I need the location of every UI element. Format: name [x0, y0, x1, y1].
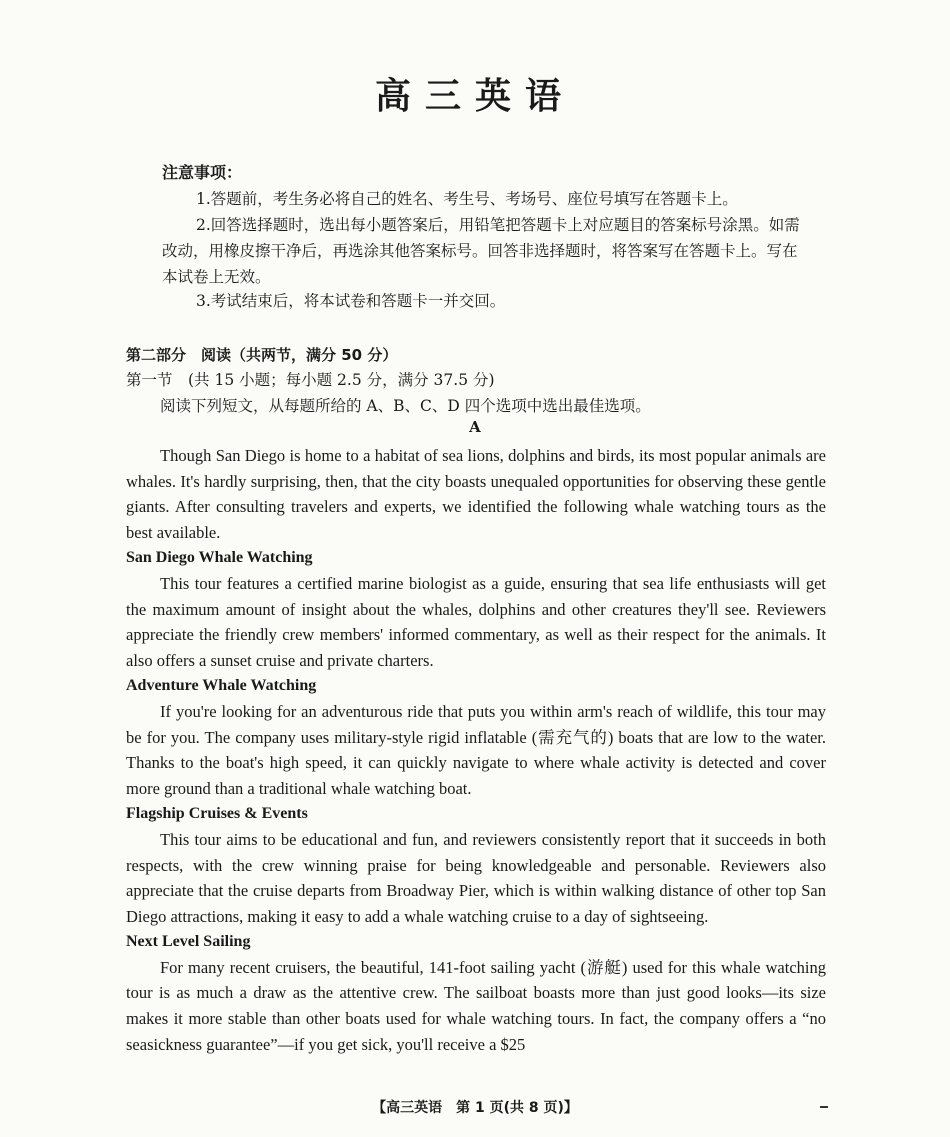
section-part-heading: 第二部分 阅读（共两节，满分 50 分）: [126, 346, 398, 364]
passage-body: [126, 443, 826, 1057]
tour-heading: San Diego Whale Watching: [126, 549, 313, 567]
notice-item-2: 2.回答选择题时，选出每小题答案后，用铅笔把答题卡上对应题目的答案标号涂黑。如需改动，用橡皮擦干净后，再选涂其他答案标号。回答非选择题时，将答案写在答题卡上。写在本试卷上无效。: [162, 216, 800, 286]
notice-item-1: 1.答题前，考生务必将自己的姓名、考生号、考场号、座位号填写在答题卡上。: [196, 190, 738, 208]
tour-heading: Next Level Sailing: [126, 933, 251, 951]
notice-heading: 注意事项：: [162, 163, 243, 182]
tour-description: If you're looking for an adventurous ride that puts you within arm's reach of wildlife, this tour may be for you. The company uses military-style rigid inflatable (需充气的) boats that are low to the water. Thanks to the boat's high speed, it can quickly navigate to where whale activity is detected and cover more ground than a traditional whale watching boat.: [126, 701, 826, 798]
passage-intro: Though San Diego is home to a habitat of sea lions, dolphins and birds, its most popular animals are whales. It's hardly surprising, then, that the city boasts unequaled opportunities for observing these gentle giants. After consulting travelers and experts, we identified the following whale watching tours as the best available.: [126, 446, 826, 542]
tour-description: For many recent cruisers, the beautiful, 141-foot sailing yacht (游艇) used for this whale watching tour is as much a draw as the attentive crew. The sailboat boasts more than just good looks—its size makes it more stable than other boats used for whale watching tours. In fact, the company offers a “no seasickness guarantee”—if you get sick, you'll receive a $25: [126, 957, 826, 1054]
tour-heading: Flagship Cruises & Events: [126, 805, 308, 823]
page-footer: 【高三英语 第 1 页(共 8 页)】: [372, 1100, 578, 1116]
notice-item-3: 3.考试结束后，将本试卷和答题卡一并交回。: [196, 292, 506, 310]
section-subpart-heading: 第一节 (共 15 小题；每小题 2.5 分，满分 37.5 分): [126, 371, 495, 389]
section-instruction: 阅读下列短文，从每题所给的 A、B、C、D 四个选项中选出最佳选项。: [160, 397, 651, 415]
tour-description: This tour features a certified marine biologist as a guide, ensuring that sea life enthusiasts will get the maximum amount of insight about the whales, dolphins and other creatures they'll see. Reviewers appreciate the friendly crew members' informed commentary, as well as their respect for the animals. It also offers a sunset cruise and private charters.: [126, 573, 826, 670]
tour-description: This tour aims to be educational and fun, and reviewers consistently report that it succeeds in both respects, with the crew winning praise for being knowledgeable and personable. Reviewers also appreciate that the cruise departs from Broadway Pier, which is within walking distance of other top San Diego attractions, making it easy to add a whale watching cruise to a day of sightseeing.: [126, 829, 826, 926]
page-title: 高三英语: [374, 76, 575, 117]
passage-letter: A: [469, 418, 481, 436]
corner-mark: [820, 1106, 828, 1108]
tour-heading: Adventure Whale Watching: [126, 677, 317, 695]
